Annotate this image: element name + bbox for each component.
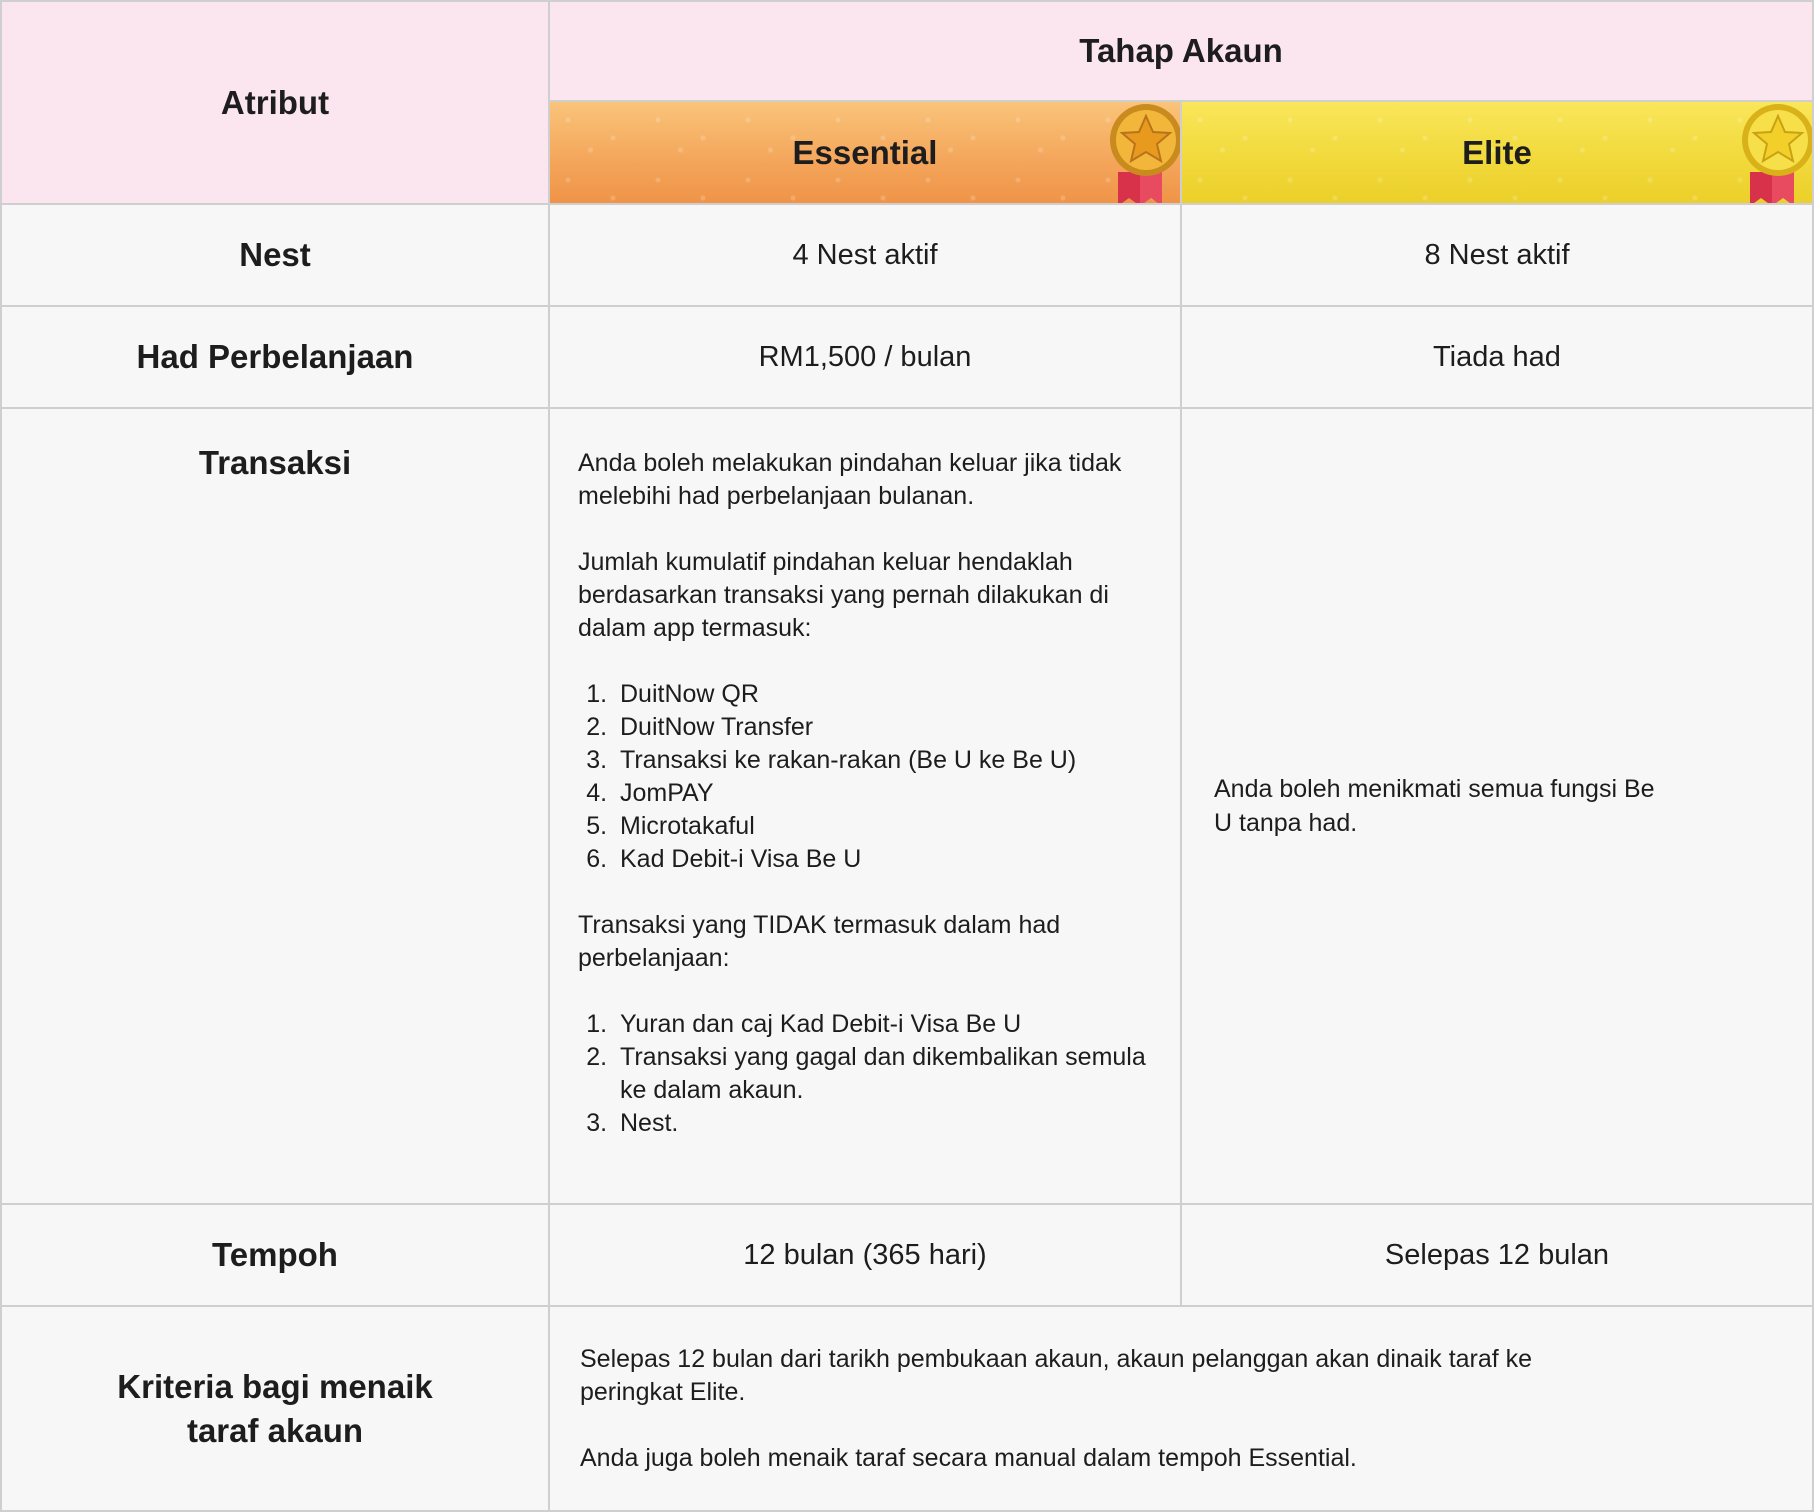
row-upgrade-label: Kriteria bagi menaik taraf akaun [117,1367,433,1449]
row-nest-label: Nest [239,236,311,273]
list-item: 5. Microtakaful [614,810,1152,843]
row-transactions-label: Transaksi [198,444,352,481]
row-tenure-essential-cell [550,1205,1182,1307]
star-medal-icon [1100,102,1180,205]
upgrade-paragraph-2: Anda juga boleh menaik taraf secara manual dalam tempoh Essential. [580,1444,1357,1472]
upgrade-paragraph-1: Selepas 12 bulan dari tarikh pembukaan akaun, akaun pelanggan akan dinaik taraf ke peringkat Elite. [580,1345,1533,1406]
list-item: 6. Kad Debit-i Visa Be U [614,843,1152,876]
nest-essential-value: 4 Nest aktif [792,238,938,271]
tier-elite-header [1182,102,1814,205]
excluded-transactions-list [614,1008,1152,1140]
list-item: 1. DuitNow QR [614,678,1152,711]
list-item: 1. Yuran dan caj Kad Debit-i Visa Be U [614,1008,1152,1041]
tenure-essential-value: 12 bulan (365 hari) [743,1238,987,1271]
row-spending-label: Had Perbelanjaan [136,338,414,375]
tier-essential-header [550,102,1182,205]
row-nest-label-cell [0,205,550,307]
list-item: 3. Transaksi ke rakan-rakan (Be U ke Be U) [614,744,1152,777]
star-medal-icon [1732,102,1812,205]
attribute-header-cell [0,0,550,205]
row-upgrade-label-cell [0,1307,550,1512]
row-spending-elite-cell [1182,307,1814,409]
transactions-paragraph-2: Jumlah kumulatif pindahan keluar hendaklah berdasarkan transaksi yang pernah dilakukan di dalam app termasuk: [578,548,1109,642]
tenure-elite-value: Selepas 12 bulan [1384,1238,1610,1271]
list-item: 2. DuitNow Transfer [614,711,1152,744]
nest-elite-value: 8 Nest aktif [1424,238,1570,271]
row-tenure-label-cell [0,1205,550,1307]
tier-essential-label: Essential [792,133,938,171]
upgrade-text [550,1307,1610,1475]
transactions-paragraph-1: Anda boleh melakukan pindahan keluar jika tidak melebihi had perbelanjaan bulanan. [578,449,1122,510]
list-item: 2. Transaksi yang gagal dan dikembalikan semula ke dalam akaun. [614,1041,1152,1107]
row-nest-elite-cell [1182,205,1814,307]
row-transactions-label-cell [0,409,550,1205]
list-item: 4. JomPAY [614,777,1152,810]
spending-elite-value: Tiada had [1433,340,1561,373]
row-transactions-elite-cell [1182,409,1814,1205]
row-transactions-essential-cell [550,409,1182,1205]
transactions-paragraph-3: Transaksi yang TIDAK termasuk dalam had perbelanjaan: [578,911,1061,972]
row-nest-essential-cell [550,205,1182,307]
tier-group-header: Tahap Akaun [1079,32,1283,69]
row-spending-label-cell [0,307,550,409]
attribute-header: Atribut [220,83,330,121]
tier-group-header-cell [550,0,1814,102]
transactions-elite-text: Anda boleh menikmati semua fungsi Be U tanpa had. [1214,775,1655,837]
included-transactions-list [614,678,1152,876]
row-upgrade-value-cell [550,1307,1814,1512]
spending-essential-value: RM1,500 / bulan [758,340,972,373]
row-spending-essential-cell [550,307,1182,409]
list-item: 3. Nest. [614,1107,1152,1140]
row-tenure-label: Tempoh [212,1236,338,1273]
tier-elite-label: Elite [1462,133,1532,171]
row-tenure-elite-cell [1182,1205,1814,1307]
transactions-essential-text [550,409,1180,1140]
